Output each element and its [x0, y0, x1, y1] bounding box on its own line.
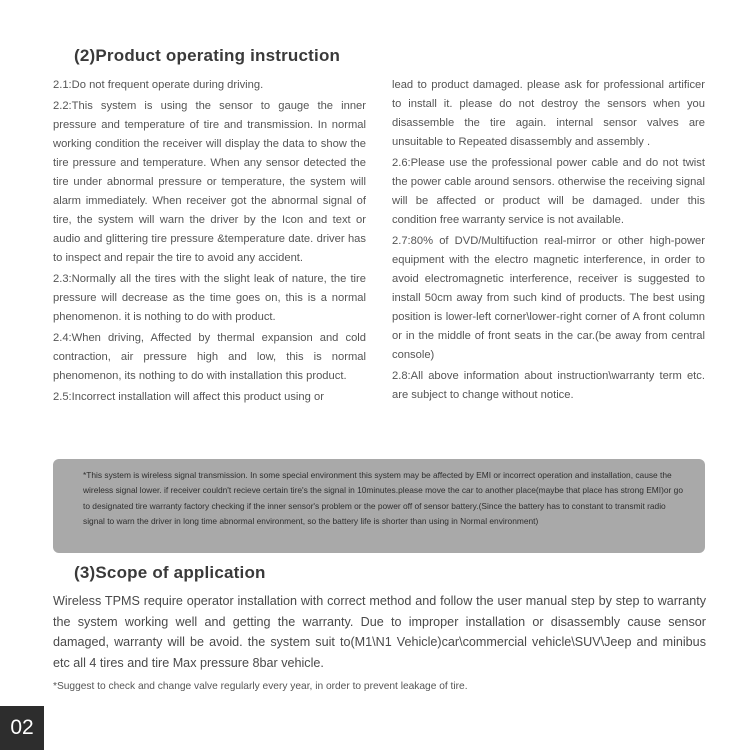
paragraph-2-3: 2.3:Normally all the tires with the slight leak of nature, the tire pressure will decrease as the time goes on, this is a normal phenomenon. it is nothing to do with product. — [53, 273, 366, 323]
paragraph-2-2: 2.2:This system is using the sensor to gauge the inner pressure and temperature of tire and transmission. In normal working condition the receiver will display the data to show the tire pressure and temperature. When any sensor detected the tire under abnormal pressure or temperature, the system will alarm immediately. When receiver got the abnormal signal of tire, the system will warn the driver by the Icon and text or audio and glittering tire pressure &temperature date. driver has to inspect and repair the tire to avoid any accident. — [53, 100, 366, 264]
paragraph-2-6: 2.6:Please use the professional power cable and do not twist the power cable around sensors. otherwise the receiving signal will be affected or product will be damaged. under this condition free warranty service is not available. — [392, 157, 705, 226]
suggest-note: *Suggest to check and change valve regularly every year, in order to prevent leakage of tire. — [53, 681, 468, 692]
page-number: 02 — [0, 706, 44, 750]
section-3-title: (3)Scope of application — [74, 563, 266, 582]
scope-paragraph: Wireless TPMS require operator installation with correct method and follow the user manual step by step to warranty the system working well and getting the warranty. Due to improper installation or disassembly cause sensor damaged, warranty will be avoid. the system suit to(M1\N1 Vehicle)car\commercial vehicle\SUV\Jeep and minibus etc all 4 tires and tire Max pressure 8bar vehicle. — [53, 594, 706, 670]
section-2-title: (2)Product operating instruction — [74, 46, 341, 65]
paragraph-2-5: 2.5:Incorrect installation will affect this product using or — [53, 391, 324, 403]
emi-note-box: *This system is wireless signal transmission. In some special environment this system may be affected by EMI or incorrect operation and installation, cause the wireless signal lower. if receiver couldn't recieve certain tire's the signal in 10minutes.please move the car to another place(maybe that place has strong EMI)or go to designated tire warranty factory checking if the inner sensor's problem or the power off of sensor battery.(Since the battery has to constant to transmit radio signal to warn the driver in long time abnormal environment, so the battery life is shorter than using in Normal environment) — [53, 459, 705, 553]
paragraph-2-1: 2.1:Do not frequent operate during driving. — [53, 79, 264, 91]
left-column — [53, 76, 366, 409]
paragraph-2-4: 2.4:When driving, Affected by thermal expansion and cold contraction, air pressure high and low, this is normal phenomenon, its nothing to do with installation this product. — [53, 332, 366, 382]
right-column — [392, 76, 705, 407]
paragraph-2-7: 2.7:80% of DVD/Multifuction real-mirror or other high-power equipment with the electro magnetic interference, in order to avoid electromagnetic interference, receiver is suggested to install 50cm away from such kind of products. The best using position is lower-left corner\lower-right corner of A front column or in the middle of front seats in the car.(be away from central console) — [392, 235, 705, 361]
paragraph-2-8: 2.8:All above information about instruction\warranty term etc. are subject to change without notice. — [392, 370, 705, 401]
paragraph-2-5-cont: lead to product damaged. please ask for professional artificer to install it. please do not destroy the sensors when you disassemble the tire again. internal sensor valves are unsuitable to Repeated disassembly and assembly . — [392, 79, 705, 148]
